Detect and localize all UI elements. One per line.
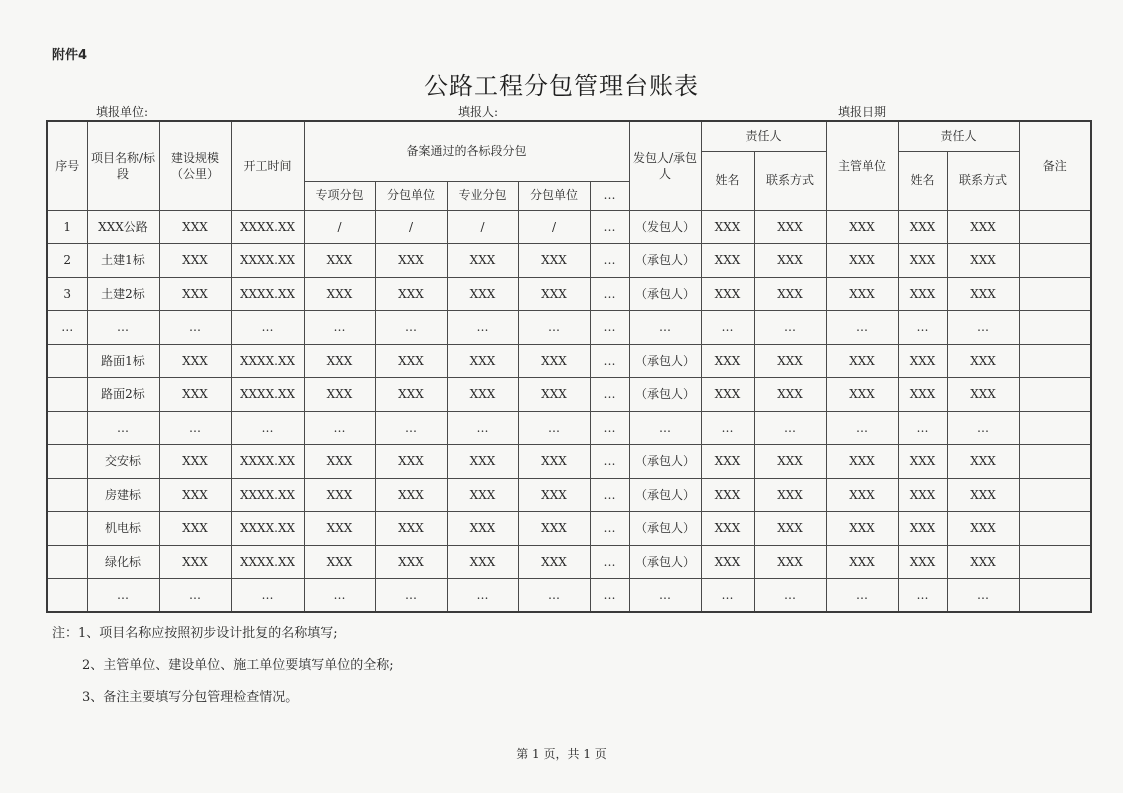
table-cell: XXX — [898, 344, 947, 378]
table-cell: … — [590, 545, 629, 579]
table-cell: XXX — [701, 378, 754, 412]
table-cell: … — [701, 311, 754, 345]
table-cell: XXXX.XX — [231, 244, 304, 278]
table-cell: XXX — [375, 244, 447, 278]
header-ellipsis: … — [590, 181, 629, 210]
table-cell: 房建标 — [87, 478, 159, 512]
table-row — [47, 478, 1091, 512]
table-cell — [1019, 378, 1091, 412]
table-cell: … — [590, 512, 629, 546]
table-cell: … — [590, 244, 629, 278]
table-cell: … — [518, 411, 590, 445]
table-cell: XXX — [518, 277, 590, 311]
table-cell: 绿化标 — [87, 545, 159, 579]
table-body — [47, 210, 1091, 612]
header-name-2: 姓名 — [898, 151, 947, 210]
table-cell: XXX — [518, 344, 590, 378]
table-cell — [47, 478, 87, 512]
table-cell: XXX — [947, 512, 1019, 546]
table-cell: XXX — [159, 512, 231, 546]
table-cell: … — [518, 311, 590, 345]
table-cell: XXX — [304, 244, 375, 278]
table-cell: … — [447, 311, 518, 345]
table-cell: … — [447, 579, 518, 613]
table-cell: XXXX.XX — [231, 445, 304, 479]
table-cell: XXX — [447, 478, 518, 512]
table-cell — [1019, 411, 1091, 445]
ledger-table — [46, 120, 1092, 613]
table-cell: XXX — [447, 277, 518, 311]
table-cell: XXX — [518, 445, 590, 479]
table-cell: XXX — [826, 210, 898, 244]
table-cell — [1019, 277, 1091, 311]
table-cell: XXX — [159, 445, 231, 479]
table-cell: XXXX.XX — [231, 210, 304, 244]
table-cell: XXX — [518, 244, 590, 278]
table-cell: … — [231, 579, 304, 613]
table-cell: XXX — [375, 512, 447, 546]
table-cell: … — [754, 311, 826, 345]
table-cell: … — [447, 411, 518, 445]
table-cell: XXX — [447, 545, 518, 579]
table-cell: … — [701, 579, 754, 613]
table-cell: XXXX.XX — [231, 545, 304, 579]
table-cell — [47, 411, 87, 445]
table-cell: … — [375, 411, 447, 445]
table-cell: … — [304, 579, 375, 613]
table-cell: （承包人） — [629, 378, 701, 412]
table-cell: XXX — [304, 344, 375, 378]
table-cell: XXX — [754, 344, 826, 378]
table-cell: （承包人） — [629, 512, 701, 546]
table-cell: XXX — [375, 378, 447, 412]
table-cell: XXX公路 — [87, 210, 159, 244]
table-cell — [1019, 344, 1091, 378]
table-cell: 路面2标 — [87, 378, 159, 412]
header-responsible-1: 责任人 — [701, 121, 826, 151]
table-cell — [1019, 210, 1091, 244]
attachment-label: 附件4 — [52, 48, 88, 63]
table-cell: XXX — [159, 277, 231, 311]
table-cell: … — [898, 311, 947, 345]
table-cell: XXX — [826, 277, 898, 311]
table-cell: XXX — [304, 277, 375, 311]
table-cell: （承包人） — [629, 545, 701, 579]
header-contact-1: 联系方式 — [754, 151, 826, 210]
table-row — [47, 545, 1091, 579]
table-cell: … — [590, 411, 629, 445]
table-cell: XXX — [159, 344, 231, 378]
table-cell: XXX — [947, 277, 1019, 311]
table-cell: … — [898, 411, 947, 445]
table-cell: （承包人） — [629, 244, 701, 278]
table-cell: XXX — [826, 545, 898, 579]
table-cell: XXX — [375, 478, 447, 512]
table-cell: … — [701, 411, 754, 445]
table-cell — [1019, 579, 1091, 613]
table-cell — [1019, 244, 1091, 278]
table-cell: … — [518, 579, 590, 613]
header-authority: 主管单位 — [826, 121, 898, 210]
table-cell: … — [231, 411, 304, 445]
table-cell: XXX — [447, 445, 518, 479]
table-cell: XXX — [304, 378, 375, 412]
table-cell: … — [159, 311, 231, 345]
table-cell: 路面1标 — [87, 344, 159, 378]
table-cell: XXX — [375, 445, 447, 479]
table-cell: XXX — [898, 378, 947, 412]
table-cell: … — [590, 277, 629, 311]
table-cell: （承包人） — [629, 445, 701, 479]
table-cell — [1019, 545, 1091, 579]
table-cell: XXX — [947, 244, 1019, 278]
page-title: 公路工程分包管理台账表 — [424, 72, 699, 100]
header-special-sub: 专项分包 — [304, 181, 375, 210]
table-cell: XXXX.XX — [231, 478, 304, 512]
fill-person-label: 填报人: — [458, 105, 499, 119]
header-start-time: 开工时间 — [231, 121, 304, 210]
table-cell: 机电标 — [87, 512, 159, 546]
table-cell: XXX — [754, 244, 826, 278]
table-cell: XXX — [898, 545, 947, 579]
header-seq: 序号 — [47, 121, 87, 210]
note-3: 3、备注主要填写分包管理检查情况。 — [82, 690, 299, 705]
header-responsible-2: 责任人 — [898, 121, 1019, 151]
table-cell: … — [159, 579, 231, 613]
header-remarks: 备注 — [1019, 121, 1091, 210]
table-cell: XXX — [304, 512, 375, 546]
table-cell: XXX — [754, 378, 826, 412]
table-cell: XXX — [826, 344, 898, 378]
header-contact-2: 联系方式 — [947, 151, 1019, 210]
table-cell: … — [826, 411, 898, 445]
table-cell: XXX — [947, 445, 1019, 479]
table-cell: XXX — [447, 512, 518, 546]
page-footer: 第 1 页，共 1 页 — [516, 747, 607, 761]
table-cell — [47, 344, 87, 378]
table-cell: 1 — [47, 210, 87, 244]
table-cell: XXX — [898, 244, 947, 278]
table-cell: … — [87, 579, 159, 613]
fill-unit-label: 填报单位: — [96, 105, 149, 119]
table-cell: … — [947, 311, 1019, 345]
table-cell: XXX — [304, 545, 375, 579]
table-cell: （承包人） — [629, 344, 701, 378]
table-cell: XXX — [701, 512, 754, 546]
table-cell: … — [590, 344, 629, 378]
table-cell: XXX — [701, 445, 754, 479]
table-cell: XXX — [701, 277, 754, 311]
table-row — [47, 579, 1091, 613]
table-row — [47, 344, 1091, 378]
table-cell — [1019, 512, 1091, 546]
table-cell: XXX — [159, 478, 231, 512]
table-cell: XXX — [947, 344, 1019, 378]
table-cell: … — [304, 411, 375, 445]
table-cell: … — [304, 311, 375, 345]
table-cell: … — [754, 579, 826, 613]
table-cell — [1019, 311, 1091, 345]
table-cell: / — [518, 210, 590, 244]
table-cell: XXX — [701, 210, 754, 244]
table-cell: XXX — [826, 244, 898, 278]
table-cell: XXX — [701, 344, 754, 378]
table-cell: … — [590, 210, 629, 244]
table-cell — [47, 579, 87, 613]
table-cell: XXX — [518, 545, 590, 579]
table-cell: （承包人） — [629, 277, 701, 311]
table-cell: XXXX.XX — [231, 378, 304, 412]
header-sub-unit-2: 分包单位 — [518, 181, 590, 210]
table-cell: 土建2标 — [87, 277, 159, 311]
header-pro-sub: 专业分包 — [447, 181, 518, 210]
table-cell: … — [590, 445, 629, 479]
table-cell: XXX — [159, 244, 231, 278]
table-cell — [47, 512, 87, 546]
table-cell: 交安标 — [87, 445, 159, 479]
table-cell: XXX — [159, 545, 231, 579]
table-cell: XXX — [898, 210, 947, 244]
table-cell: XXX — [159, 378, 231, 412]
table-cell: XXX — [947, 478, 1019, 512]
table-cell: XXX — [826, 445, 898, 479]
table-cell: （承包人） — [629, 478, 701, 512]
note-1: 注：1、项目名称应按照初步设计批复的名称填写; — [52, 626, 338, 641]
fill-date-label: 填报日期 — [838, 105, 887, 119]
table-row — [47, 210, 1091, 244]
table-cell: … — [629, 411, 701, 445]
table-cell: … — [590, 478, 629, 512]
table-cell: … — [231, 311, 304, 345]
header-project: 项目名称/标段 — [87, 121, 159, 210]
table-cell: XXX — [947, 545, 1019, 579]
table-cell: XXX — [447, 244, 518, 278]
table-row — [47, 512, 1091, 546]
table-cell: XXX — [447, 378, 518, 412]
table-cell — [1019, 445, 1091, 479]
table-cell: … — [159, 411, 231, 445]
table-cell — [1019, 478, 1091, 512]
table-cell: / — [447, 210, 518, 244]
header-scale: 建设规模（公里） — [159, 121, 231, 210]
table-cell: XXX — [159, 210, 231, 244]
header-filed-subcontracts: 备案通过的各标段分包 — [304, 121, 629, 181]
table-cell: XXX — [898, 445, 947, 479]
table-cell: XXX — [518, 478, 590, 512]
table-cell: XXX — [898, 478, 947, 512]
table-row — [47, 445, 1091, 479]
table-cell: / — [304, 210, 375, 244]
table-cell: … — [826, 579, 898, 613]
table-cell: XXX — [947, 210, 1019, 244]
table-cell: 3 — [47, 277, 87, 311]
table-cell: XXX — [375, 344, 447, 378]
table-cell: XXX — [518, 512, 590, 546]
table-row — [47, 311, 1091, 345]
table-cell: … — [590, 579, 629, 613]
table-cell: … — [629, 311, 701, 345]
table-cell — [47, 545, 87, 579]
header-name-1: 姓名 — [701, 151, 754, 210]
table-cell: （发包人） — [629, 210, 701, 244]
table-cell: 土建1标 — [87, 244, 159, 278]
table-cell: XXX — [754, 277, 826, 311]
table-cell: XXXX.XX — [231, 277, 304, 311]
table-cell: XXX — [754, 445, 826, 479]
table-cell: … — [47, 311, 87, 345]
table-cell: XXX — [898, 277, 947, 311]
table-cell — [47, 445, 87, 479]
table-cell: XXX — [518, 378, 590, 412]
table-cell: … — [87, 411, 159, 445]
table-cell: XXX — [701, 244, 754, 278]
table-cell: XXX — [447, 344, 518, 378]
table-cell: XXX — [304, 478, 375, 512]
table-cell: XXX — [898, 512, 947, 546]
table-header — [47, 121, 1091, 210]
table-row — [47, 411, 1091, 445]
table-cell: XXX — [701, 545, 754, 579]
table-row — [47, 244, 1091, 278]
table-cell: … — [754, 411, 826, 445]
table-cell: … — [947, 579, 1019, 613]
table-cell: / — [375, 210, 447, 244]
table-cell — [47, 378, 87, 412]
table-cell: XXXX.XX — [231, 344, 304, 378]
table-cell: XXX — [701, 478, 754, 512]
table-cell: XXX — [826, 512, 898, 546]
table-cell: … — [375, 311, 447, 345]
header-sub-unit-1: 分包单位 — [375, 181, 447, 210]
table-cell: … — [590, 311, 629, 345]
table-cell: XXX — [947, 378, 1019, 412]
header-contractor: 发包人/承包人 — [629, 121, 701, 210]
table-cell: XXX — [304, 445, 375, 479]
note-2: 2、主管单位、建设单位、施工单位要填写单位的全称; — [82, 658, 394, 673]
table-cell: … — [826, 311, 898, 345]
table-cell: XXX — [375, 545, 447, 579]
table-cell: … — [898, 579, 947, 613]
table-cell: XXX — [826, 378, 898, 412]
table-cell: XXX — [754, 545, 826, 579]
table-cell: XXX — [375, 277, 447, 311]
table-cell: 2 — [47, 244, 87, 278]
table-cell: … — [375, 579, 447, 613]
table-row — [47, 378, 1091, 412]
table-row — [47, 277, 1091, 311]
table-cell: XXX — [826, 478, 898, 512]
table-cell: … — [629, 579, 701, 613]
table-cell: … — [590, 378, 629, 412]
table-cell: … — [947, 411, 1019, 445]
table-cell: … — [87, 311, 159, 345]
table-cell: XXX — [754, 512, 826, 546]
table-cell: XXXX.XX — [231, 512, 304, 546]
table-cell: XXX — [754, 210, 826, 244]
table-cell: XXX — [754, 478, 826, 512]
